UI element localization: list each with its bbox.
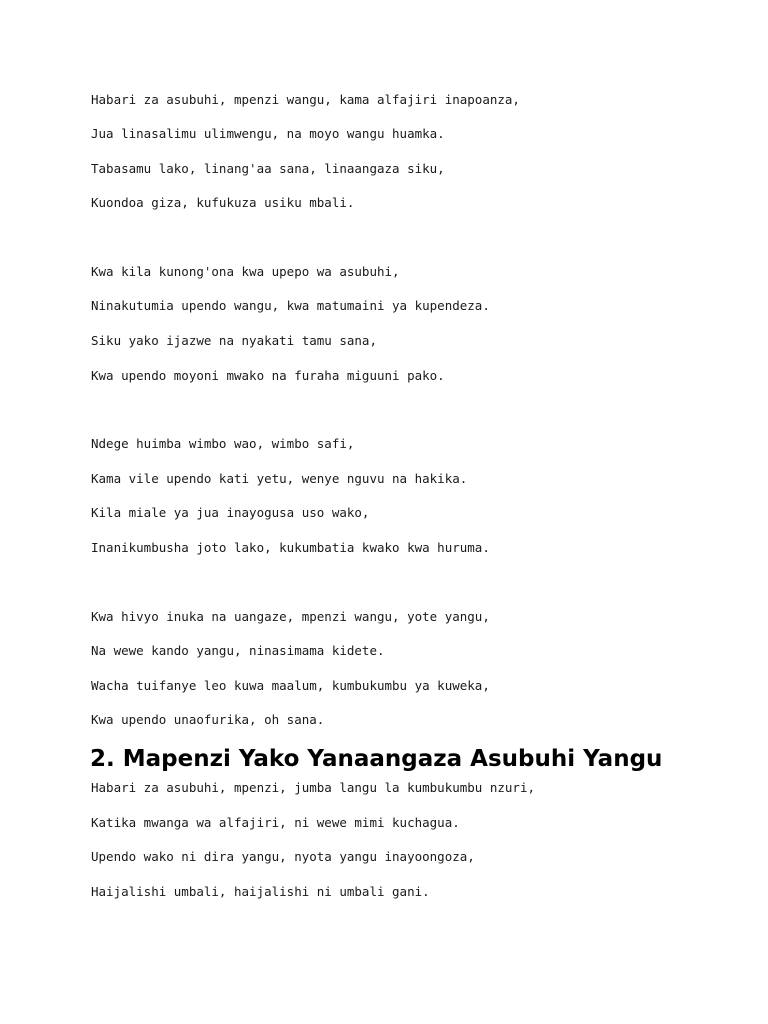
section-heading: 2. Mapenzi Yako Yanaangaza Asubuhi Yangu xyxy=(90,746,663,772)
poem-line: Habari za asubuhi, mpenzi wangu, kama alfajiri inapoanza, xyxy=(91,92,520,107)
poem-line: Na wewe kando yangu, ninasimama kidete. xyxy=(91,643,385,658)
poem-line: Tabasamu lako, linang'aa sana, linaangaza siku, xyxy=(91,161,445,176)
poem-line: Kwa hivyo inuka na uangaze, mpenzi wangu, yote yangu, xyxy=(91,609,490,624)
poem-line: Wacha tuifanye leo kuwa maalum, kumbukumbu ya kuweka, xyxy=(91,678,490,693)
poem-line: Kwa kila kunong'ona kwa upepo wa asubuhi, xyxy=(91,264,400,279)
poem-line: Kwa upendo unaofurika, oh sana. xyxy=(91,712,325,727)
poem-line: Kama vile upendo kati yetu, wenye nguvu na hakika. xyxy=(91,471,468,486)
poem-line: Kwa upendo moyoni mwako na furaha miguuni pako. xyxy=(91,368,445,383)
poem-line: Haijalishi umbali, haijalishi ni umbali gani. xyxy=(91,884,430,899)
poem-line: Inanikumbusha joto lako, kukumbatia kwako kwa huruma. xyxy=(91,540,490,555)
poem-line: Kuondoa giza, kufukuza usiku mbali. xyxy=(91,195,355,210)
poem-line: Ndege huimba wimbo wao, wimbo safi, xyxy=(91,436,355,451)
poem-line: Kila miale ya jua inayogusa uso wako, xyxy=(91,505,370,520)
poem-line: Ninakutumia upendo wangu, kwa matumaini ya kupendeza. xyxy=(91,298,490,313)
poem-line: Upendo wako ni dira yangu, nyota yangu inayoongoza, xyxy=(91,849,475,864)
poem-line: Jua linasalimu ulimwengu, na moyo wangu huamka. xyxy=(91,126,445,141)
poem-line: Katika mwanga wa alfajiri, ni wewe mimi kuchagua. xyxy=(91,815,460,830)
poem-line: Siku yako ijazwe na nyakati tamu sana, xyxy=(91,333,377,348)
poem-line: Habari za asubuhi, mpenzi, jumba langu la kumbukumbu nzuri, xyxy=(91,780,536,795)
